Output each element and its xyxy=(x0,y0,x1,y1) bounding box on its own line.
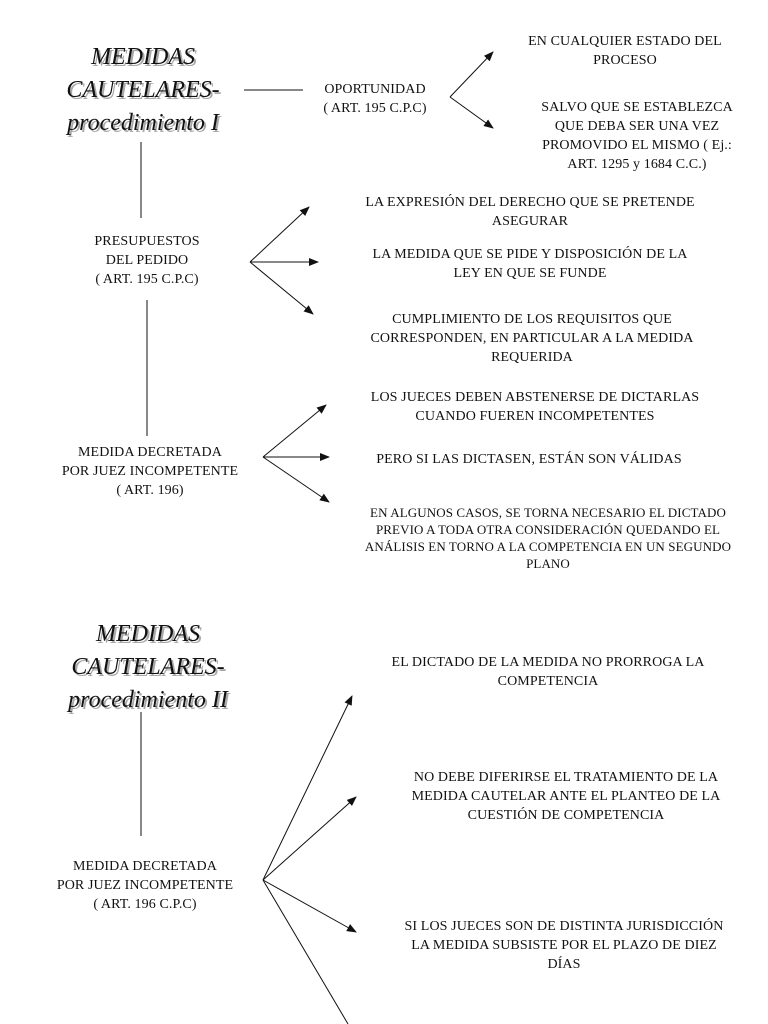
section2-title: MEDIDAS CAUTELARES- procedimiento II xyxy=(68,621,228,713)
presupuestos-item-2: LA MEDIDA QUE SE PIDE Y DISPOSICIÓN DE LA LEY EN QUE SE FUNDE xyxy=(372,247,688,281)
oportunidad-item-1: EN CUALQUIER ESTADO DEL PROCESO xyxy=(528,34,722,68)
arrow-medida2-2 xyxy=(263,797,356,880)
presupuestos-item-3: CUMPLIMIENTO DE LOS REQUISITOS QUE CORRESPONDEN, EN PARTICULAR A LA MEDIDA REQUERIDA xyxy=(370,312,694,365)
oportunidad-label: OPORTUNIDAD ( ART. 195 C.P.C) xyxy=(323,82,427,116)
arrow-medida2-4 xyxy=(263,880,348,1024)
arrow-medida2-3 xyxy=(263,880,356,932)
medida1-item-1: LOS JUECES DEBEN ABSTENERSE DE DICTARLAS CUANDO FUEREN INCOMPETENTES xyxy=(370,390,700,424)
arrow-oportunidad-2 xyxy=(450,97,493,128)
presupuestos-label: PRESUPUESTOS DEL PEDIDO ( ART. 195 C.P.C) xyxy=(94,234,200,287)
medida2-item-1: EL DICTADO DE LA MEDIDA NO PRORROGA LA COMPETENCIA xyxy=(391,655,705,689)
presupuestos-item-1: LA EXPRESIÓN DEL DERECHO QUE SE PRETENDE ASEGURAR xyxy=(365,195,695,229)
arrow-presupuestos-3 xyxy=(250,262,313,314)
section1-title: MEDIDAS CAUTELARES- procedimiento I xyxy=(66,44,220,136)
arrow-presupuestos-1 xyxy=(250,207,309,262)
arrow-medida1-1 xyxy=(263,405,326,457)
oportunidad-item-2: SALVO QUE SE ESTABLEZCA QUE DEBA SER UNA VEZ PROMOVIDO EL MISMO ( Ej.: ART. 1295 y 1684 C.C.) xyxy=(541,100,733,172)
medida1-item-3: EN ALGUNOS CASOS, SE TORNA NECESARIO EL DICTADO PREVIO A TODA OTRA CONSIDERACIÓN QUEDANDO EL ANÁLISIS EN TORNO A LA COMPETENCIA EN UN SEGUNDO PLANO xyxy=(364,505,732,571)
medida2-label: MEDIDA DECRETADA POR JUEZ INCOMPETENTE ( ART. 196 C.P.C) xyxy=(56,859,234,912)
arrow-medida2-1 xyxy=(263,696,352,880)
medida2-item-2: NO DEBE DIFERIRSE EL TRATAMIENTO DE LA MEDIDA CAUTELAR ANTE EL PLANTEO DE LA CUESTIÓN DE COMPETENCIA xyxy=(411,770,721,823)
medida1-label: MEDIDA DECRETADA POR JUEZ INCOMPETENTE ( ART. 196) xyxy=(61,445,239,498)
medida2-item-3: SI LOS JUECES SON DE DISTINTA JURISDICCIÓN LA MEDIDA SUBSISTE POR EL PLAZO DE DIEZ DÍAS xyxy=(404,919,724,972)
medida1-item-2: PERO SI LAS DICTASEN, ESTÁN SON VÁLIDAS xyxy=(376,452,682,467)
arrow-medida1-3 xyxy=(263,457,329,502)
arrow-oportunidad-1 xyxy=(450,52,493,97)
